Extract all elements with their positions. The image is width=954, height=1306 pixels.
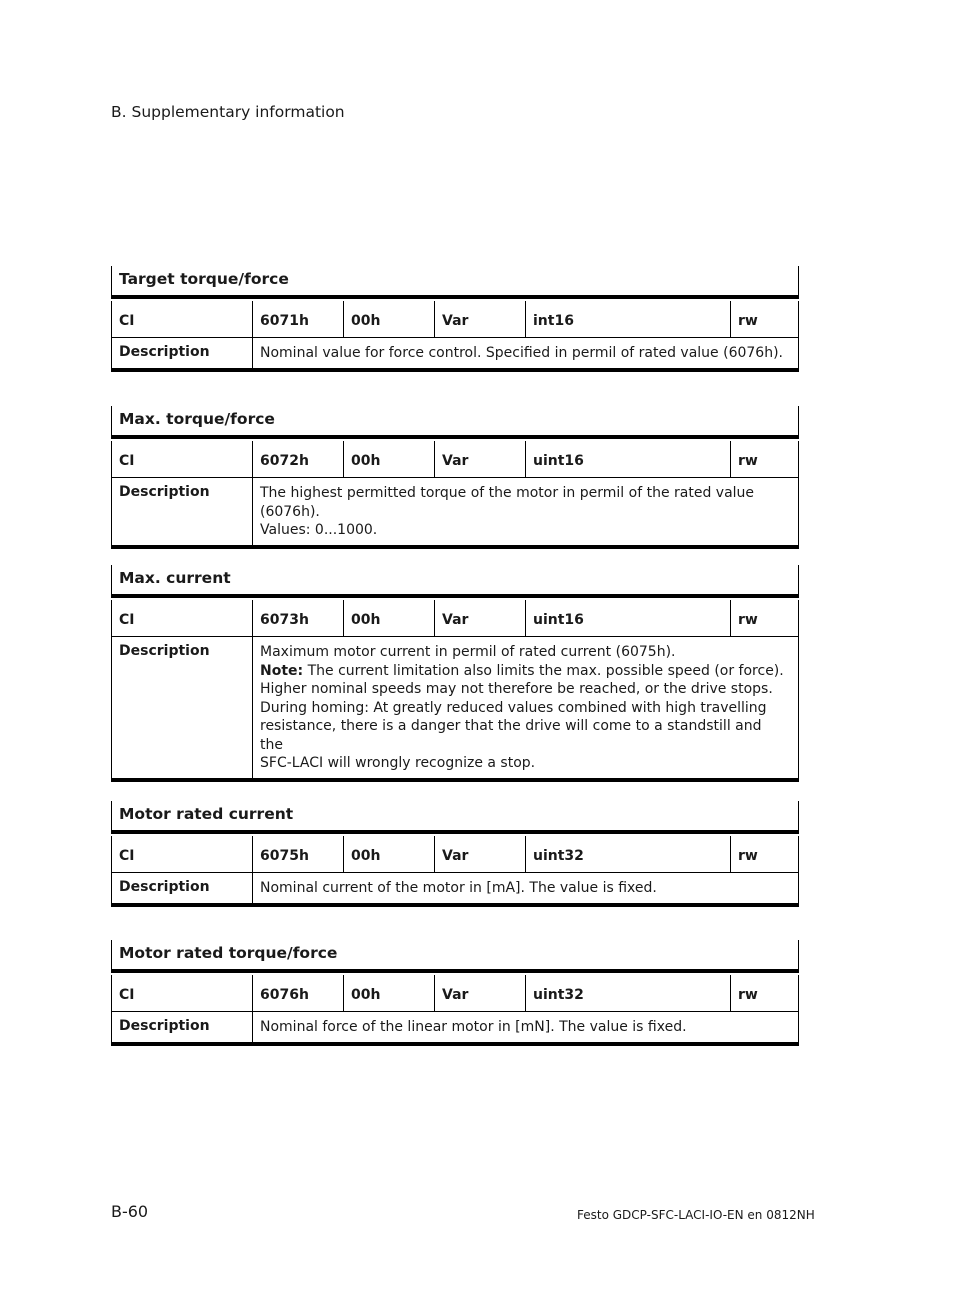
description-line: Nominal current of the motor in [mA]. The value is fixed. bbox=[260, 880, 657, 896]
data-type: uint16 bbox=[526, 441, 731, 477]
description-line: Maximum motor current in permil of rated current (6075h). bbox=[260, 644, 676, 660]
description-line: Nominal value for force control. Specified in permil of rated value (6076h). bbox=[260, 345, 783, 361]
description-row bbox=[111, 1012, 799, 1046]
ci-label: CI bbox=[112, 441, 253, 477]
object-index: 6076h bbox=[253, 975, 344, 1011]
description-line: During homing: At greatly reduced values combined with high travelling bbox=[260, 699, 767, 716]
ci-row bbox=[111, 441, 799, 478]
description-row bbox=[111, 338, 799, 372]
ci-label: CI bbox=[112, 301, 253, 337]
object-block-6076h bbox=[111, 940, 799, 1046]
object-subindex: 00h bbox=[344, 600, 435, 636]
object-index: 6072h bbox=[253, 441, 344, 477]
description-text bbox=[253, 478, 798, 545]
ci-row bbox=[111, 600, 799, 637]
object-title: Target torque/force bbox=[111, 266, 799, 299]
object-code: Var bbox=[435, 441, 526, 477]
object-title: Motor rated torque/force bbox=[111, 940, 799, 973]
ci-label: CI bbox=[112, 600, 253, 636]
object-code: Var bbox=[435, 301, 526, 337]
description-line: resistance, there is a danger that the drive will come to a standstill and the bbox=[260, 718, 762, 753]
data-type: uint16 bbox=[526, 600, 731, 636]
object-title: Max. current bbox=[111, 565, 799, 598]
data-type: int16 bbox=[526, 301, 731, 337]
object-subindex: 00h bbox=[344, 836, 435, 872]
document-id: Festo GDCP-SFC-LACI-IO-EN en 0812NH bbox=[577, 1208, 815, 1222]
object-subindex: 00h bbox=[344, 441, 435, 477]
description-text bbox=[253, 873, 798, 903]
object-index: 6075h bbox=[253, 836, 344, 872]
description-label: Description bbox=[112, 873, 253, 903]
description-text bbox=[253, 338, 798, 368]
access-mode: rw bbox=[738, 987, 758, 1003]
description-row bbox=[111, 873, 799, 907]
data-type: uint32 bbox=[526, 975, 731, 1011]
description-line: Higher nominal speeds may not therefore be reached, or the drive stops. bbox=[260, 681, 773, 697]
note-text: The current limitation also limits the max. possible speed (or force). bbox=[303, 662, 784, 679]
object-code: Var bbox=[435, 600, 526, 636]
access-mode: rw bbox=[738, 848, 758, 864]
description-text bbox=[253, 1012, 798, 1042]
description-label: Description bbox=[112, 478, 253, 545]
object-code: Var bbox=[435, 836, 526, 872]
description-line: SFC-LACI will wrongly recognize a stop. bbox=[260, 755, 536, 771]
description-row bbox=[111, 478, 799, 549]
description-label: Description bbox=[112, 637, 253, 778]
access-mode: rw bbox=[738, 313, 758, 329]
description-text bbox=[253, 637, 798, 778]
description-line: Values: 0...1000. bbox=[260, 522, 378, 538]
ci-row bbox=[111, 836, 799, 873]
note-label: Note: bbox=[260, 662, 304, 679]
description-label: Description bbox=[112, 1012, 253, 1042]
note-line bbox=[260, 662, 788, 681]
object-code: Var bbox=[435, 975, 526, 1011]
object-index: 6073h bbox=[253, 600, 344, 636]
object-subindex: 00h bbox=[344, 975, 435, 1011]
object-block-6075h bbox=[111, 801, 799, 907]
description-line: The highest permitted torque of the motor in permil of the rated value (6076h). bbox=[260, 485, 755, 520]
object-block-6073h bbox=[111, 565, 799, 782]
section-header: B. Supplementary information bbox=[111, 103, 345, 121]
description-row bbox=[111, 637, 799, 782]
description-label: Description bbox=[112, 338, 253, 368]
object-index: 6071h bbox=[253, 301, 344, 337]
description-line: Nominal force of the linear motor in [mN]. The value is fixed. bbox=[260, 1019, 687, 1035]
object-title: Max. torque/force bbox=[111, 406, 799, 439]
object-block-6072h bbox=[111, 406, 799, 549]
object-subindex: 00h bbox=[344, 301, 435, 337]
ci-row bbox=[111, 975, 799, 1012]
ci-label: CI bbox=[112, 975, 253, 1011]
object-block-6071h bbox=[111, 266, 799, 372]
page-number: B-60 bbox=[111, 1202, 149, 1221]
access-mode: rw bbox=[738, 612, 758, 628]
access-mode: rw bbox=[738, 453, 758, 469]
ci-row bbox=[111, 301, 799, 338]
data-type: uint32 bbox=[526, 836, 731, 872]
ci-label: CI bbox=[112, 836, 253, 872]
object-title: Motor rated current bbox=[111, 801, 799, 834]
